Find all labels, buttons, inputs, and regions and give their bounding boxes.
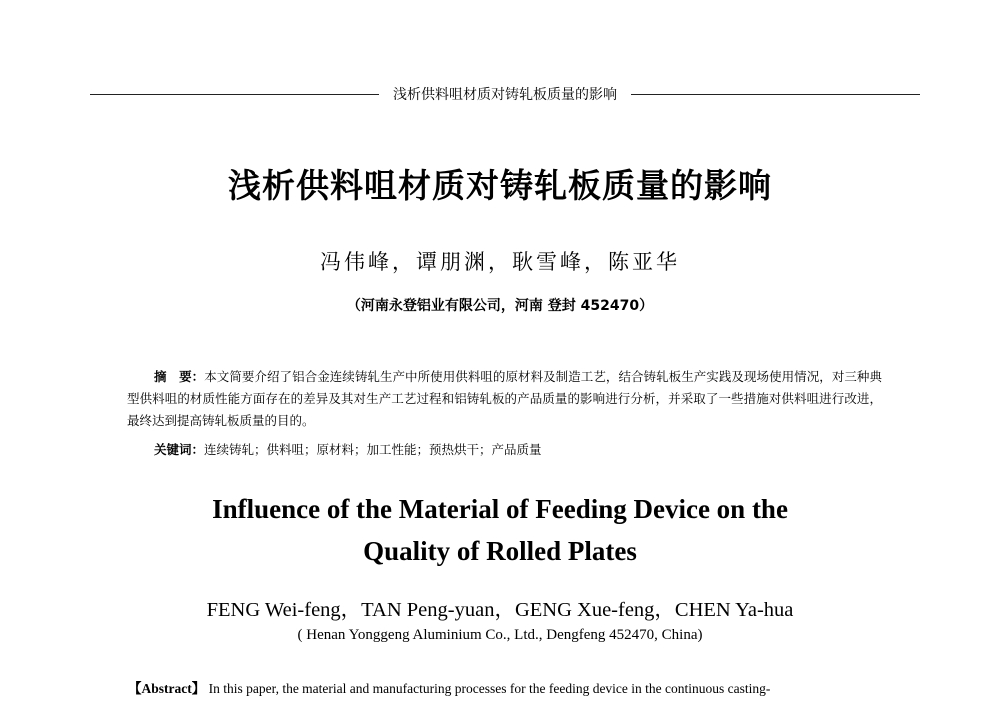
english-authors: FENG Wei-feng，TAN Peng-yuan，GENG Xue-feng，CHEN Ya-hua	[206, 599, 794, 621]
english-title	[150, 488, 850, 572]
chinese-abstract-label: 摘 要：	[154, 369, 205, 384]
english-title-line-2: Quality of Rolled Plates	[363, 536, 637, 566]
chinese-keywords-label: 关键词：	[154, 442, 205, 457]
chinese-authors: 冯伟峰，谭朋渊，耿雪峰，陈亚华	[320, 250, 680, 274]
running-header	[90, 84, 920, 104]
chinese-keywords-text: 连续铸轧；供料咀；原材料；加工性能；预热烘干；产品质量	[204, 442, 542, 457]
english-affiliation: ( Henan Yonggeng Aluminium Co., Ltd., Dengfeng 452470, China)	[297, 627, 703, 643]
running-header-text: 浅析供料咀材质对铸轧板质量的影响	[393, 87, 617, 103]
chinese-affiliation: （河南永登铝业有限公司，河南 登封 452470）	[346, 298, 654, 314]
english-abstract	[128, 677, 888, 697]
header-rule-right	[631, 94, 920, 95]
english-abstract-text: In this paper, the material and manufacturing processes for the feeding device in the continuous casting-	[205, 681, 771, 696]
english-title-line-1: Influence of the Material of Feeding Device on the	[212, 494, 788, 524]
chinese-title: 浅析供料咀材质对铸轧板质量的影响	[228, 166, 772, 205]
english-abstract-label: 【Abstract】	[128, 681, 206, 696]
chinese-abstract	[127, 366, 882, 432]
header-rule-left	[90, 94, 379, 95]
chinese-abstract-text: 本文简要介绍了铝合金连续铸轧生产中所使用供料咀的原材料及制造工艺，结合铸轧板生产实践及现场使用情况，对三种典型供料咀的材质性能方面存在的差异及其对生产工艺过程和铝铸轧板的产品质量的影响进行分析，并采取了一些措施对供料咀进行改进，最终达到提高铸轧板质量的目的。	[127, 369, 882, 428]
chinese-keywords	[154, 440, 884, 458]
